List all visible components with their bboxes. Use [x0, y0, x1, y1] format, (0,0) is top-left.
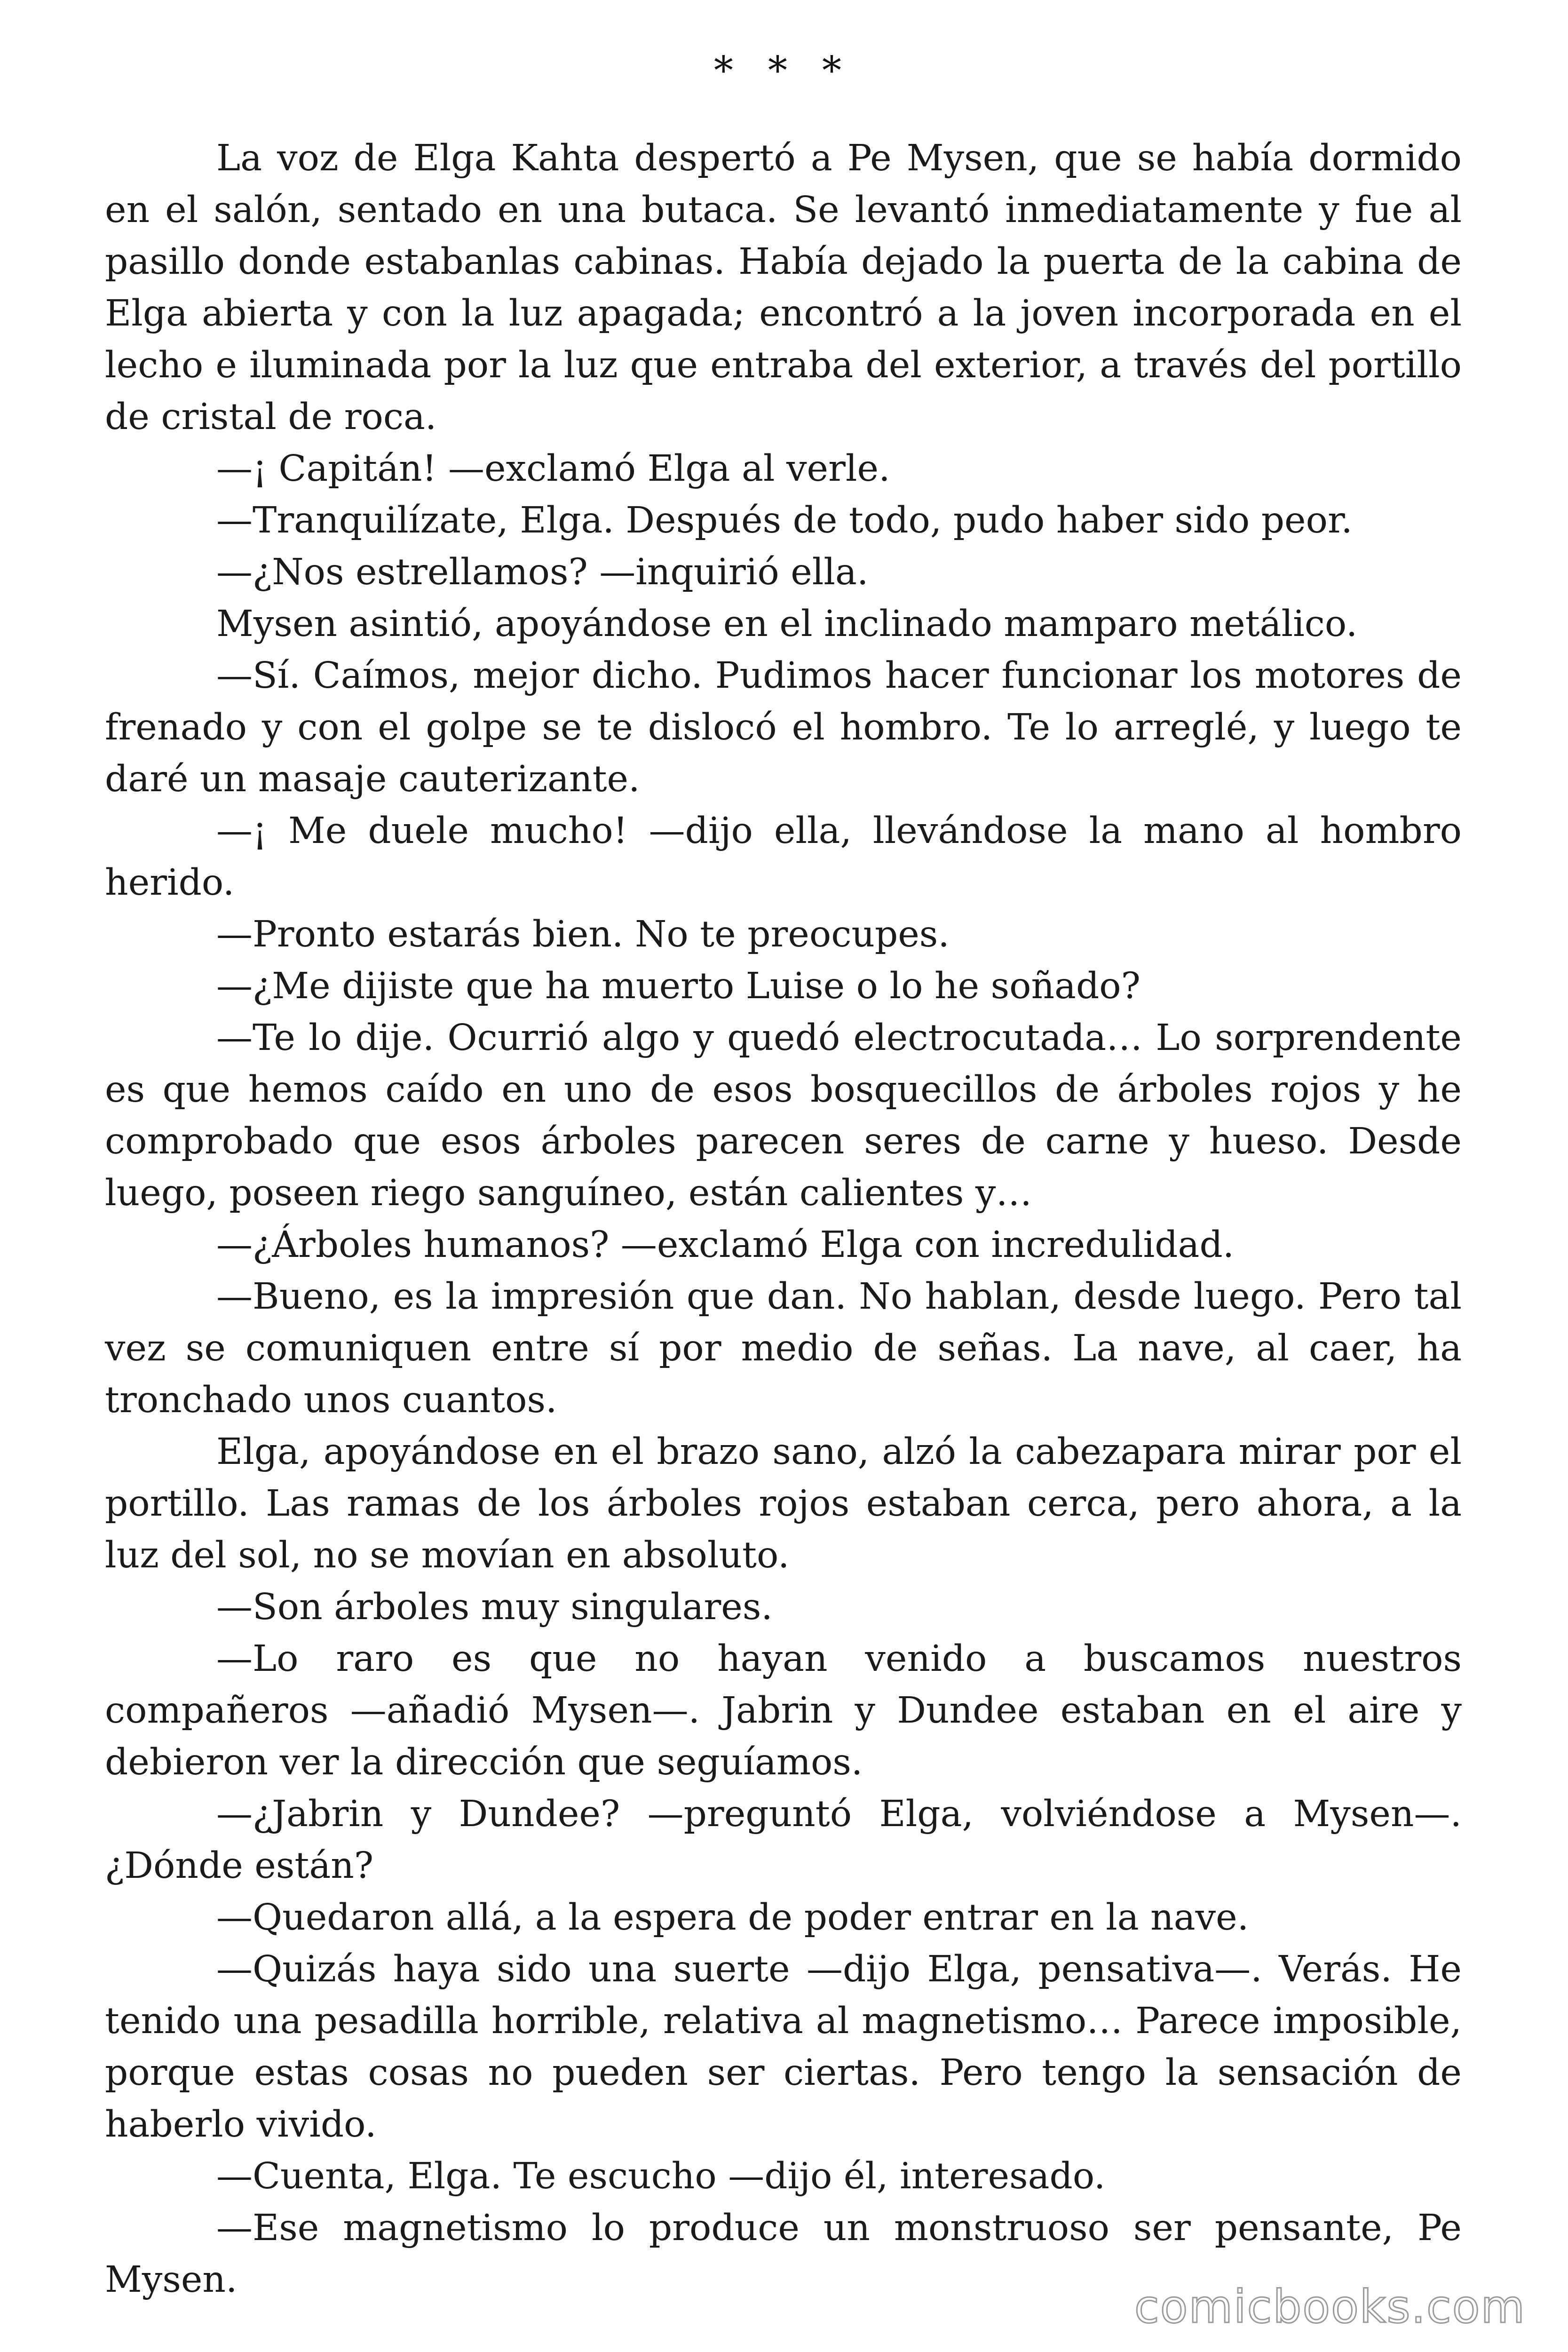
paragraph: —¿Nos estrellamos? —inquirió ella.	[216, 551, 869, 593]
paragraph: —Bueno, es la impresión que dan. No hablan, desde luego. Pero tal vez se comuniquen entre sí por medio de señas. La nave, al caer, ha tronchado unos cuantos.	[105, 1276, 1462, 1421]
paragraph: Mysen asintió, apoyándose en el inclinado mamparo metálico.	[216, 603, 1358, 645]
body-text	[105, 133, 1462, 2306]
section-separator: * * *	[713, 48, 853, 93]
paragraph: —Tranquilízate, Elga. Después de todo, pudo haber sido peor.	[216, 500, 1353, 541]
paragraph: —¿Árboles humanos? —exclamó Elga con incredulidad.	[216, 1224, 1235, 1266]
paragraph: —Cuenta, Elga. Te escucho —dijo él, interesado.	[216, 2155, 1106, 2197]
paragraph: —Son árboles muy singulares.	[216, 1586, 773, 1628]
paragraph: —Sí. Caímos, mejor dicho. Pudimos hacer funcionar los motores de frenado y con el golpe se te dislocó el hombro. Te lo arreglé, y luego te daré un masaje cauterizante.	[105, 655, 1462, 800]
paragraph: —Quizás haya sido una suerte —dijo Elga, pensativa—. Verás. He tenido una pesadilla horrible, relativa al magnetismo… Parece imposible, porque estas cosas no pueden ser ciertas. Pero tengo la sensación de haberlo vivido.	[105, 1948, 1462, 2145]
paragraph: —¡ Capitán! —exclamó Elga al verle.	[216, 448, 890, 490]
paragraph: La voz de Elga Kahta despertó a Pe Mysen, que se había dormido en el salón, sentado en una butaca. Se levantó inmediatamente y fue al pasillo donde estabanlas cabinas. Había dejado la puerta de la cabina de Elga abierta y con la luz apagada; encontró a la joven incorporada en el lecho e iluminada por la luz que entraba del exterior, a través del portillo de cristal de roca.	[105, 137, 1462, 438]
paragraph: —Lo raro es que no hayan venido a buscamos nuestros compañeros —añadió Mysen—. Jabrin y Dundee estaban en el aire y debieron ver la dirección que seguíamos.	[105, 1638, 1462, 1783]
paragraph: —¿Jabrin y Dundee? —preguntó Elga, volviéndose a Mysen—. ¿Dónde están?	[105, 1793, 1462, 1887]
paragraph: —Quedaron allá, a la espera de poder entrar en la nave.	[216, 1897, 1249, 1939]
paragraph: —¿Me dijiste que ha muerto Luise o lo he soñado?	[216, 965, 1140, 1007]
paragraph: —Pronto estarás bien. No te preocupes.	[216, 914, 950, 955]
paragraph: —Te lo dije. Ocurrió algo y quedó electrocutada… Lo sorprendente es que hemos caído en uno de esos bosquecillos de árboles rojos y he comprobado que esos árboles parecen seres de carne y hueso. Desde luego, poseen riego sanguíneo, están calientes y…	[105, 1017, 1462, 1214]
paragraph: Elga, apoyándose en el brazo sano, alzó la cabezapara mirar por el portillo. Las ramas de los árboles rojos estaban cerca, pero ahora, a la luz del sol, no se movían en absoluto.	[105, 1431, 1462, 1576]
watermark-logo: comicbooks.com	[1134, 2280, 1526, 2333]
paragraph: —¡ Me duele mucho! —dijo ella, llevándose la mano al hombro herido.	[105, 810, 1462, 904]
paragraph: —Ese magnetismo lo produce un monstruoso ser pensante, Pe Mysen.	[105, 2207, 1462, 2301]
